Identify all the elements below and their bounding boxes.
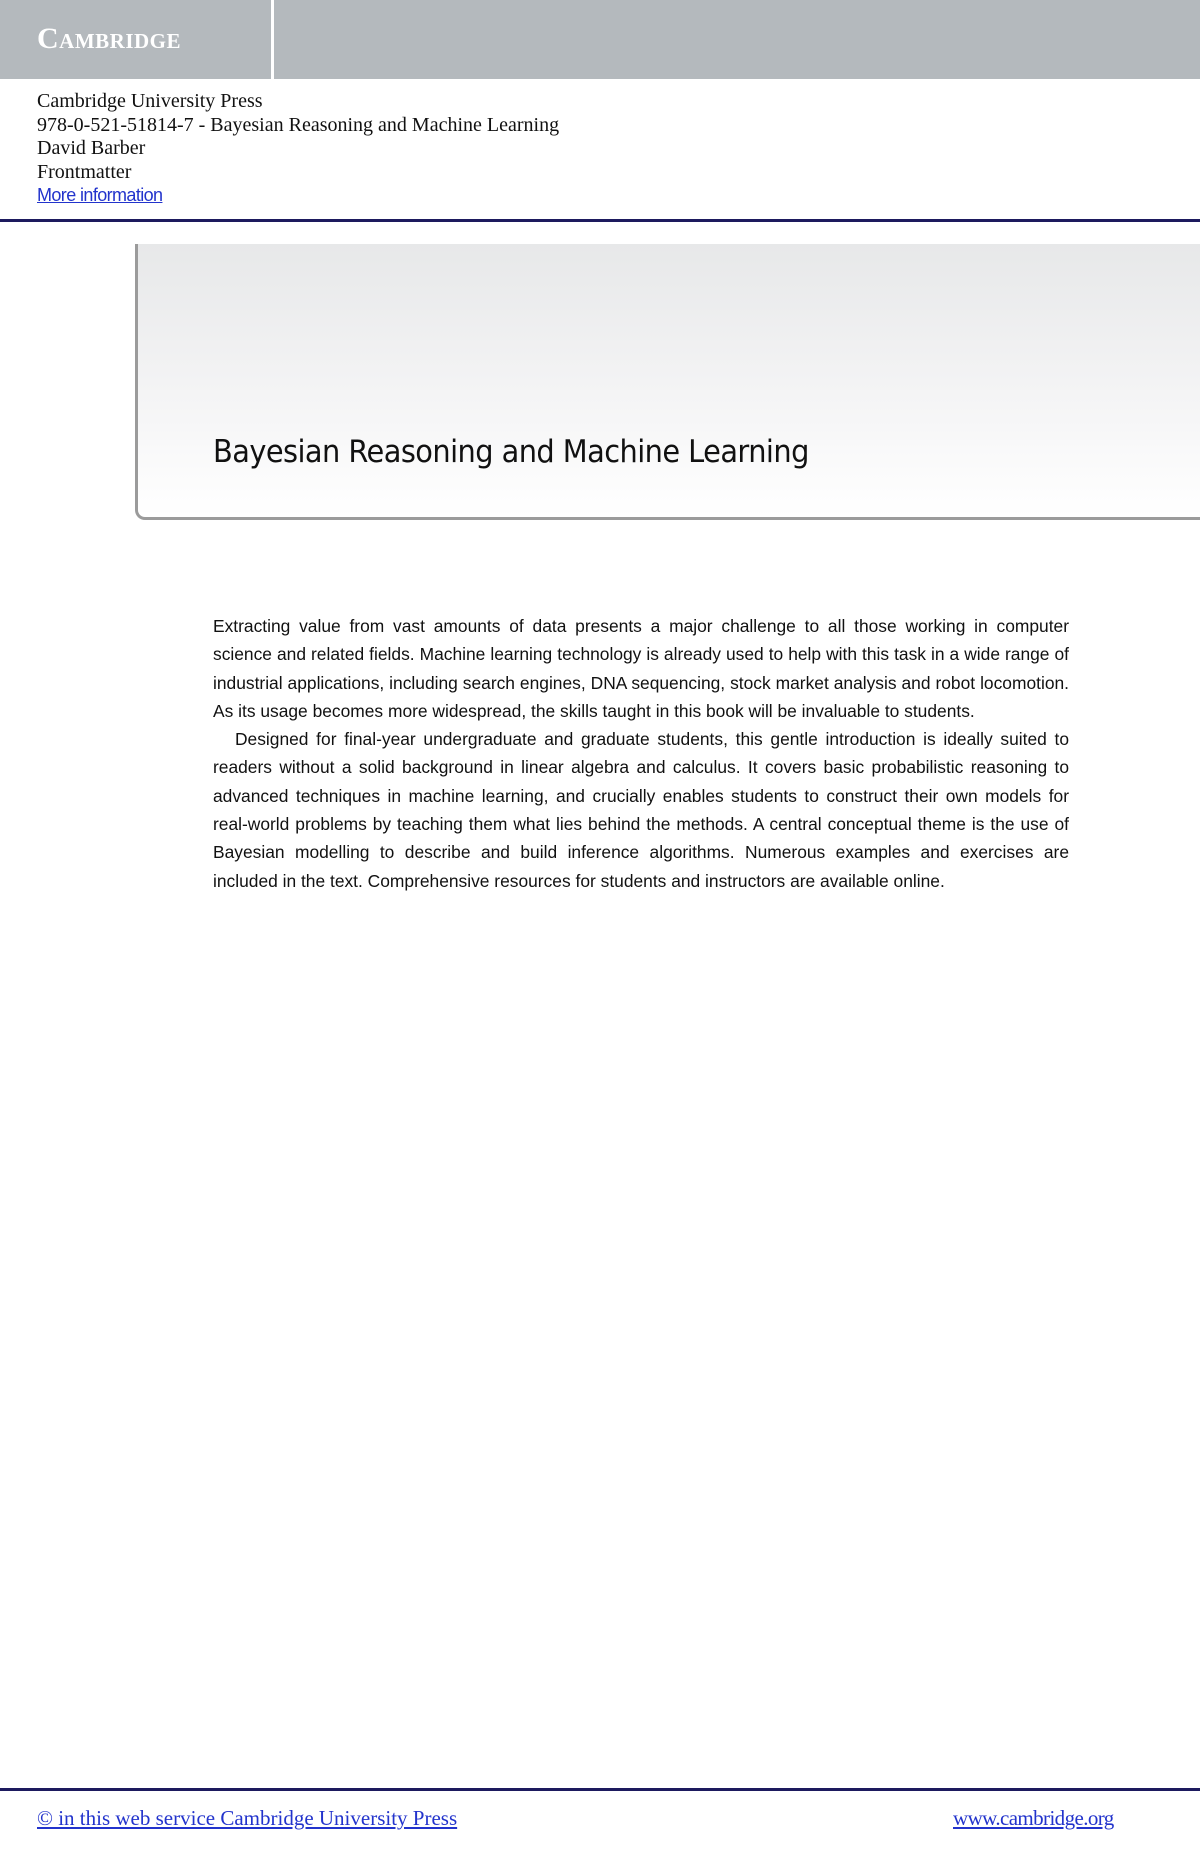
book-description bbox=[213, 612, 1069, 895]
publisher-name: Cambridge University Press bbox=[37, 90, 263, 112]
publisher-banner bbox=[0, 0, 1200, 79]
author-name: David Barber bbox=[37, 137, 146, 159]
isbn-title: 978-0-521-51814-7 - Bayesian Reasoning and Machine Learning bbox=[37, 113, 560, 136]
banner-divider bbox=[271, 0, 274, 79]
title-panel bbox=[135, 244, 1200, 520]
header-divider bbox=[0, 219, 1200, 222]
copyright-link[interactable]: © in this web service Cambridge University Press bbox=[37, 1806, 458, 1830]
cambridge-logo-text: Cambridge bbox=[37, 22, 182, 55]
footer-divider bbox=[0, 1788, 1200, 1791]
description-paragraph: Extracting value from vast amounts of data presents a major challenge to all those working in computer science and related fields. Machine learning technology is already used to help with this task in a wide range of industrial applications, including search engines, DNA sequencing, stock market analysis and robot locomotion. As its usage becomes more widespread, the skills taught in this book will be invaluable to students. bbox=[213, 616, 1069, 721]
description-paragraph: Designed for final-year undergraduate and graduate students, this gentle introduction is ideally suited to readers without a solid background in linear algebra and calculus. It covers basic probabilistic reasoning to advanced techniques in machine learning, and crucially enables students to construct their own models for real-world problems by teaching them what lies behind the methods. A central conceptual theme is the use of Bayesian modelling to describe and build inference algorithms. Numerous examples and exercises are included in the text. Comprehensive resources for students and instructors are available online. bbox=[213, 729, 1069, 891]
section-name: Frontmatter bbox=[37, 160, 132, 183]
book-title: Bayesian Reasoning and Machine Learning bbox=[213, 434, 809, 470]
cambridge-logo bbox=[0, 0, 270, 79]
more-information-link[interactable]: More information bbox=[37, 185, 163, 205]
website-link[interactable]: www.cambridge.org bbox=[953, 1806, 1114, 1830]
book-info-header bbox=[37, 90, 559, 208]
